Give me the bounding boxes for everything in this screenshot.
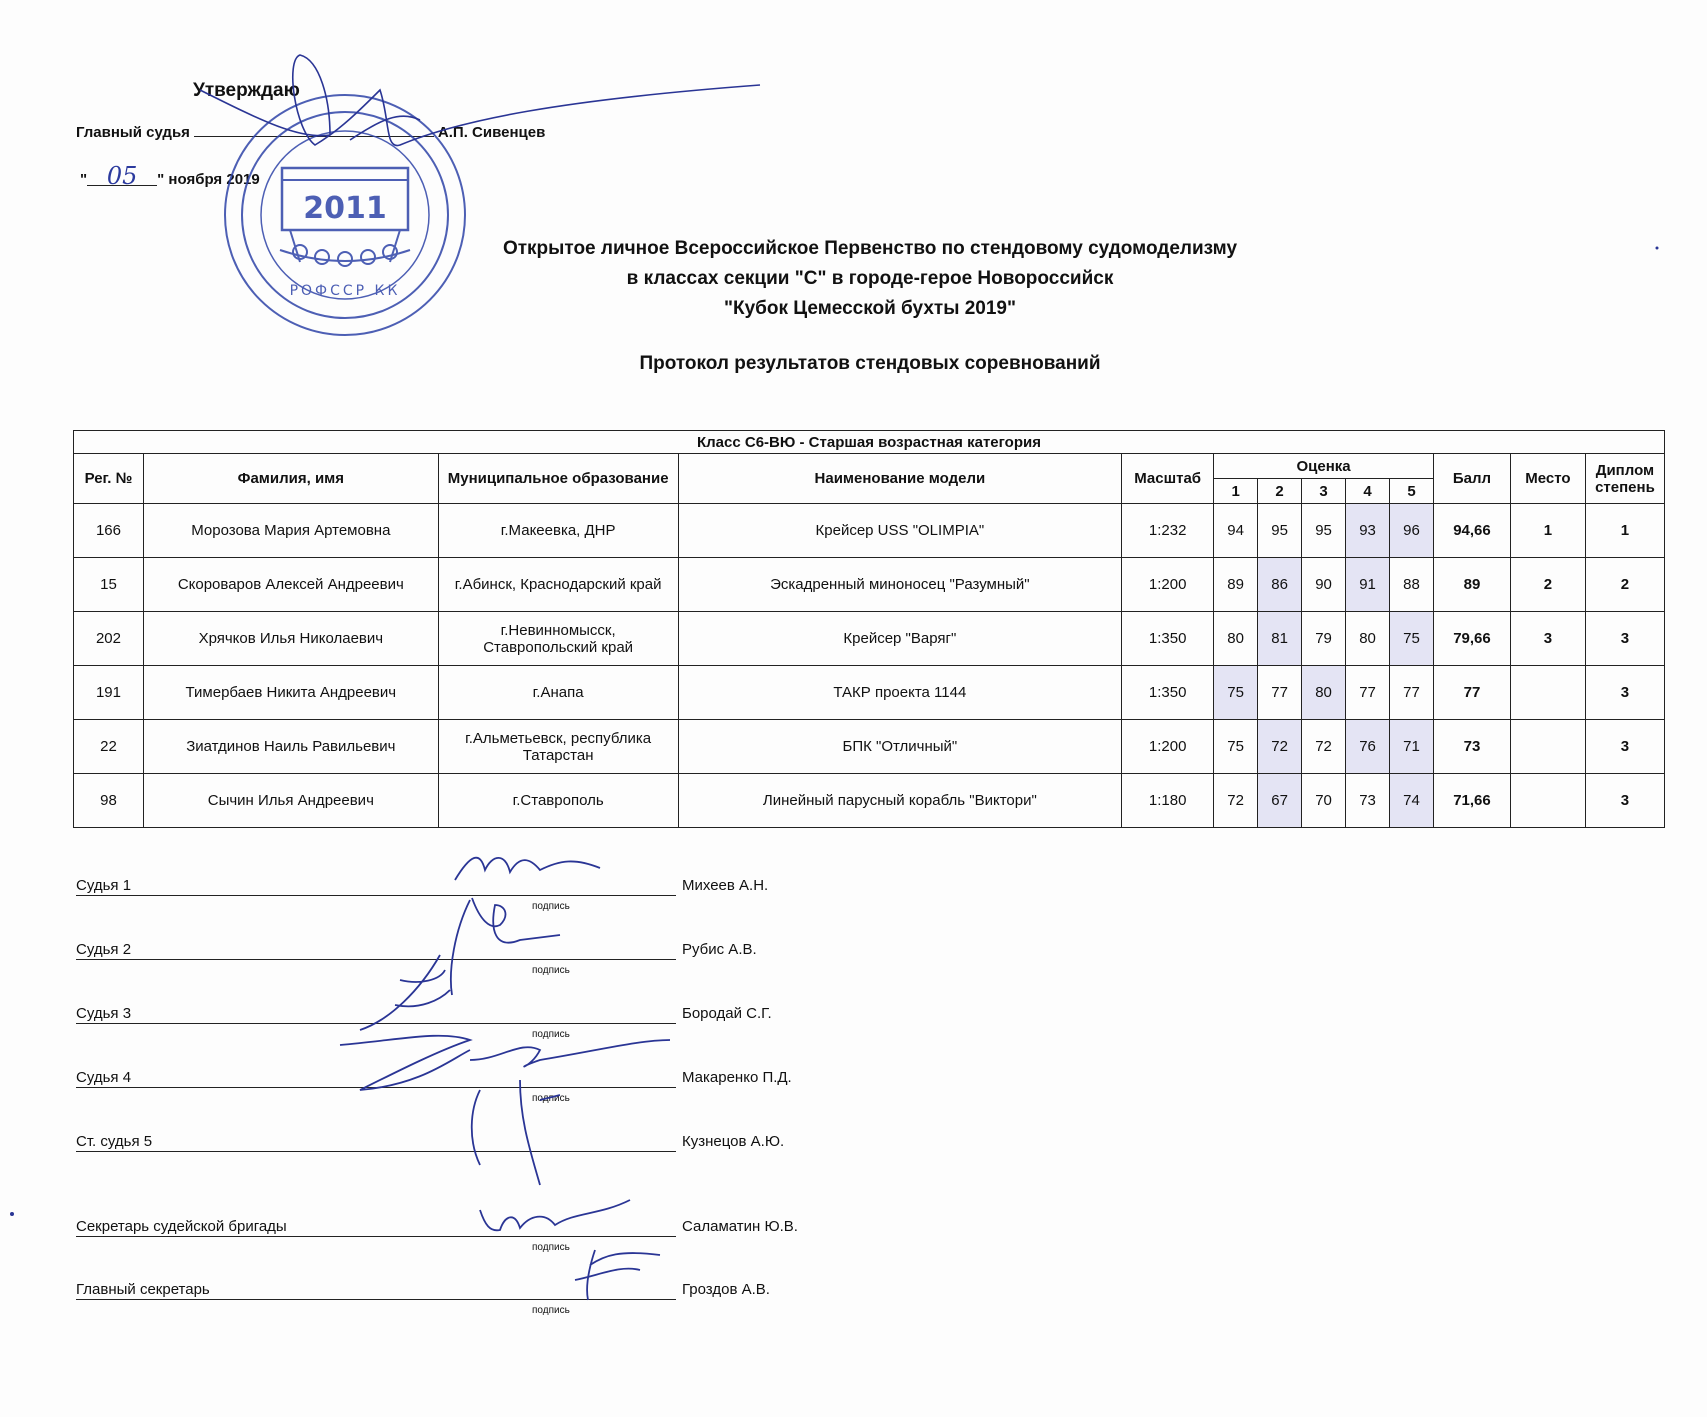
cell-score-3: 70: [1302, 774, 1346, 828]
signature-line-senior-judge: Ст. судья 5: [76, 1133, 676, 1152]
cell-name: Морозова Мария Артемовна: [143, 504, 438, 558]
title-line-1: Открытое личное Всероссийское Первенство по стендовому судомоделизму: [502, 238, 1238, 259]
header-judge-5: 5: [1390, 479, 1434, 504]
cell-scale: 1:200: [1122, 558, 1214, 612]
cell-name: Тимербаев Никита Андреевич: [143, 666, 438, 720]
header-scale: Масштаб: [1122, 454, 1214, 504]
margin-marks: [10, 247, 1659, 1217]
cell-diploma: 1: [1585, 504, 1664, 558]
cell-points: 71,66: [1433, 774, 1510, 828]
cell-scale: 1:350: [1122, 612, 1214, 666]
cell-diploma: 3: [1585, 720, 1664, 774]
chief-judge-name: А.П. Сивенцев: [437, 124, 546, 141]
header-model: Наименование модели: [678, 454, 1122, 504]
cell-municipality: г.Невинномысск, Ставропольский край: [438, 612, 678, 666]
header-municipality: Муниципальное образование: [438, 454, 678, 504]
cell-scale: 1:200: [1122, 720, 1214, 774]
signature-caption: подпись: [532, 1029, 570, 1040]
signature-name-judge-1: Михеев А.Н.: [682, 877, 769, 894]
date-day: 05: [87, 167, 157, 186]
cell-score-3: 95: [1302, 504, 1346, 558]
cell-score-2: 95: [1258, 504, 1302, 558]
cell-score-2: 72: [1258, 720, 1302, 774]
cell-municipality: г.Абинск, Краснодарский край: [438, 558, 678, 612]
header-judge-4: 4: [1346, 479, 1390, 504]
cell-score-3: 72: [1302, 720, 1346, 774]
cell-score-2: 67: [1258, 774, 1302, 828]
header-diploma: Диплом степень: [1585, 454, 1664, 504]
cell-model: Крейсер "Варяг": [678, 612, 1122, 666]
cell-place: 2: [1510, 558, 1585, 612]
cell-score-5: 71: [1390, 720, 1434, 774]
cell-score-2: 86: [1258, 558, 1302, 612]
chief-judge-label: Главный судья: [76, 124, 190, 141]
cell-score-4: 73: [1346, 774, 1390, 828]
cell-reg: 166: [74, 504, 144, 558]
cell-score-4: 91: [1346, 558, 1390, 612]
header-reg: Рег. №: [74, 454, 144, 504]
header-judge-2: 2: [1258, 479, 1302, 504]
signature-line-judge-4: Судья 4: [76, 1069, 676, 1088]
cell-diploma: 3: [1585, 774, 1664, 828]
judge-signatures: [340, 858, 670, 1185]
cell-score-1: 75: [1214, 666, 1258, 720]
cell-points: 79,66: [1433, 612, 1510, 666]
header-scores: Оценка: [1214, 454, 1434, 479]
cell-municipality: г.Макеевка, ДНР: [438, 504, 678, 558]
signature-line-judge-1: Судья 1: [76, 877, 676, 896]
signature-line-secretary: Секретарь судейской бригады: [76, 1218, 676, 1237]
cell-score-5: 75: [1390, 612, 1434, 666]
cell-score-1: 72: [1214, 774, 1258, 828]
signature-caption: подпись: [532, 1305, 570, 1316]
signature-line-chief-secretary: Главный секретарь: [76, 1281, 676, 1300]
cell-model: БПК "Отличный": [678, 720, 1122, 774]
cell-points: 73: [1433, 720, 1510, 774]
stamp-year: 2011: [303, 191, 387, 226]
cell-scale: 1:232: [1122, 504, 1214, 558]
cell-diploma: 3: [1585, 612, 1664, 666]
signature-caption: подпись: [532, 1093, 570, 1104]
protocol-subtitle: Протокол результатов стендовых соревнований: [639, 353, 1101, 374]
cell-score-5: 88: [1390, 558, 1434, 612]
cell-score-4: 76: [1346, 720, 1390, 774]
cell-model: Линейный парусный корабль "Виктори": [678, 774, 1122, 828]
cell-reg: 202: [74, 612, 144, 666]
date-quote-open: ": [80, 171, 88, 188]
signature-name-secretary: Саламатин Ю.В.: [682, 1218, 798, 1235]
cell-municipality: г.Анапа: [438, 666, 678, 720]
signature-name-judge-3: Бородай С.Г.: [682, 1005, 772, 1022]
signature-name-judge-4: Макаренко П.Д.: [682, 1069, 792, 1086]
cell-points: 94,66: [1433, 504, 1510, 558]
cell-place: 1: [1510, 504, 1585, 558]
header-judge-3: 3: [1302, 479, 1346, 504]
signature-caption: подпись: [532, 965, 570, 976]
cell-reg: 191: [74, 666, 144, 720]
cell-model: Крейсер USS "OLIMPIA": [678, 504, 1122, 558]
header-name: Фамилия, имя: [143, 454, 438, 504]
cell-score-3: 79: [1302, 612, 1346, 666]
signature-line-judge-2: Судья 2: [76, 941, 676, 960]
cell-score-4: 77: [1346, 666, 1390, 720]
cell-place: 3: [1510, 612, 1585, 666]
cell-scale: 1:180: [1122, 774, 1214, 828]
cell-name: Скороваров Алексей Андреевич: [143, 558, 438, 612]
date-quote-close: ": [157, 171, 165, 188]
date-month-year: ноября 2019: [168, 171, 260, 188]
header-place: Место: [1510, 454, 1585, 504]
cell-points: 77: [1433, 666, 1510, 720]
cell-score-5: 96: [1390, 504, 1434, 558]
cell-name: Зиатдинов Наиль Равильевич: [143, 720, 438, 774]
cell-score-5: 77: [1390, 666, 1434, 720]
cell-score-5: 74: [1390, 774, 1434, 828]
title-line-3: "Кубок Цемесской бухты 2019": [724, 298, 1016, 319]
cell-diploma: 3: [1585, 666, 1664, 720]
cell-score-2: 77: [1258, 666, 1302, 720]
cell-diploma: 2: [1585, 558, 1664, 612]
organization-stamp: [225, 95, 465, 335]
cell-name: Сычин Илья Андреевич: [143, 774, 438, 828]
cell-reg: 98: [74, 774, 144, 828]
cell-reg: 15: [74, 558, 144, 612]
cell-municipality: г.Ставрополь: [438, 774, 678, 828]
cell-points: 89: [1433, 558, 1510, 612]
cell-reg: 22: [74, 720, 144, 774]
secretary-signatures: [480, 1200, 660, 1300]
signature-name-chief-secretary: Гроздов А.В.: [682, 1281, 770, 1298]
cell-score-4: 80: [1346, 612, 1390, 666]
signature-name-judge-2: Рубис А.В.: [682, 941, 757, 958]
cell-model: Эскадренный миноносец "Разумный": [678, 558, 1122, 612]
header-points: Балл: [1433, 454, 1510, 504]
cell-score-1: 80: [1214, 612, 1258, 666]
cell-municipality: г.Альметьевск, республика Татарстан: [438, 720, 678, 774]
title-line-2: в классах секции "С" в городе-герое Новороссийск: [626, 268, 1114, 289]
cell-name: Хрячков Илья Николаевич: [143, 612, 438, 666]
cell-score-3: 80: [1302, 666, 1346, 720]
signature-caption: подпись: [532, 901, 570, 912]
cell-score-4: 93: [1346, 504, 1390, 558]
stamp-abbrev: РОФССР КК: [289, 283, 401, 299]
cell-score-1: 89: [1214, 558, 1258, 612]
signature-name-senior-judge: Кузнецов А.Ю.: [682, 1133, 785, 1150]
header-judge-1: 1: [1214, 479, 1258, 504]
cell-score-1: 75: [1214, 720, 1258, 774]
cell-score-1: 94: [1214, 504, 1258, 558]
signature-caption: подпись: [532, 1242, 570, 1253]
cell-model: ТАКР проекта 1144: [678, 666, 1122, 720]
cell-scale: 1:350: [1122, 666, 1214, 720]
class-title: Класс С6-ВЮ - Старшая возрастная категория: [74, 431, 1665, 454]
approve-heading: Утверждаю: [193, 80, 300, 101]
cell-score-3: 90: [1302, 558, 1346, 612]
cell-score-2: 81: [1258, 612, 1302, 666]
signature-line-judge-3: Судья 3: [76, 1005, 676, 1024]
